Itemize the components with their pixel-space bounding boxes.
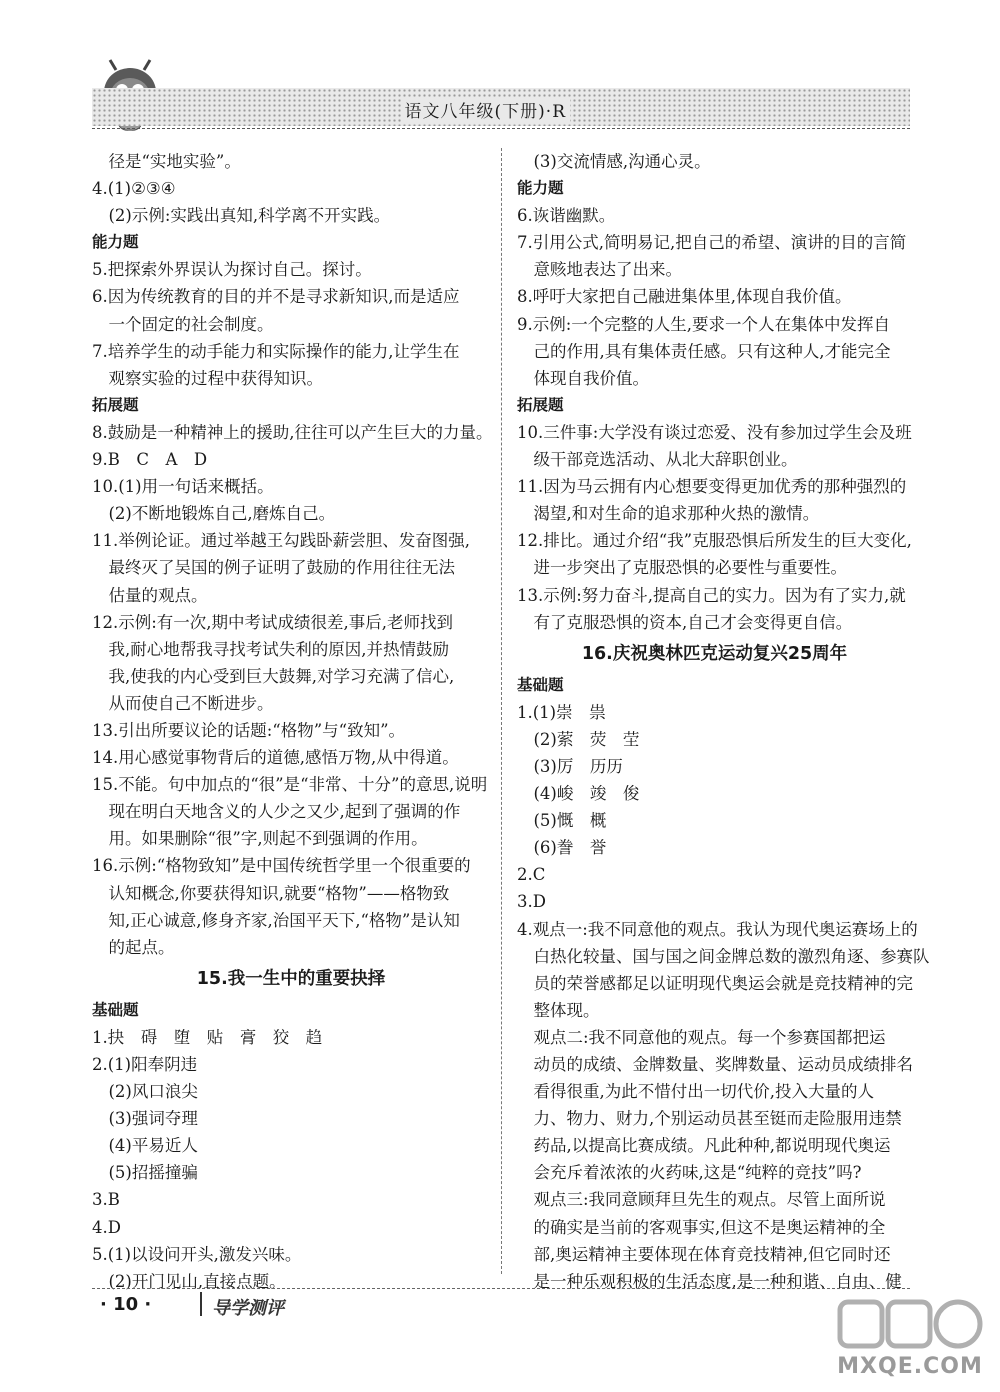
answer-line: 意赅地表达了出来。	[517, 260, 682, 280]
answer-line: 从而使自己不断进步。	[92, 693, 274, 713]
answer-line: 的起点。	[92, 937, 175, 957]
answer-line: 进一步突出了克服恐惧的必要性与重要性。	[517, 558, 847, 578]
footer-brand: 导学测评	[212, 1298, 284, 1319]
answer-line: 整体现。	[517, 1000, 600, 1020]
answer-line: (3)强词夺理	[92, 1109, 198, 1129]
answer-line: 8.呼吁大家把自己融进集体里,体现自我价值。	[517, 287, 852, 307]
answer-line: (3)交流情感,沟通心灵。	[517, 152, 711, 171]
answer-line: 看得很重,为此不惜付出一切代价,投入大量的人	[517, 1082, 874, 1102]
answer-line: (4)峻 竣 俊	[517, 784, 640, 804]
answer-line: (3)厉 历历	[517, 756, 623, 776]
page-header	[92, 88, 910, 130]
page-number: · 10 ·	[100, 1294, 152, 1315]
answer-line: (6)誊 誉	[517, 838, 607, 858]
answer-line: 10.三件事:大学没有谈过恋爱、没有参加过学生会及班	[517, 422, 912, 442]
answer-line: 我,使我的内心受到巨大鼓舞,对学习充满了信心,	[92, 666, 455, 686]
answer-line: 12.排比。通过介绍“我”克服恐惧后所发生的巨大变化,	[517, 531, 912, 551]
footer-separator	[200, 1292, 202, 1316]
header-divider	[92, 128, 910, 129]
answer-line: 5.(1)以设问开头,激发兴味。	[92, 1244, 302, 1264]
answer-line: (2)开门见山,直接点题。	[92, 1271, 286, 1291]
footer-divider	[92, 1288, 910, 1289]
answer-line: 白热化较量、国与国之间金牌总数的激烈角逐、参赛队	[517, 946, 930, 966]
answer-line: (2)不断地锻炼自己,磨炼自己。	[92, 504, 336, 524]
answer-line: 15.不能。句中加点的“很”是“非常、十分”的意思,说明	[92, 775, 488, 795]
section-heading: 拓展题	[517, 395, 564, 414]
answer-line: 观察实验的过程中获得知识。	[92, 368, 323, 388]
answer-line: 2.C	[517, 865, 546, 885]
answer-line: 观点三:我同意顾拜旦先生的观点。尽管上面所说	[517, 1190, 886, 1210]
answer-line: 现在明白天地含义的人少之又少,起到了强调的作	[92, 802, 461, 822]
answer-line: 药品,以提高比赛成绩。凡此种种,都说明现代奥运	[517, 1136, 891, 1156]
left-column	[92, 148, 493, 1295]
answer-line: 7.引用公式,简明易记,把自己的希望、演讲的目的言简	[517, 233, 907, 253]
answer-line: 1.(1)崇 祟	[517, 702, 606, 722]
answer-line: 有了克服恐惧的资本,自己才会变得更自信。	[517, 612, 853, 632]
answer-line: 11.因为马云拥有内心想要变得更加优秀的那种强烈的	[517, 477, 907, 497]
answer-line: 估量的观点。	[92, 585, 208, 605]
answer-line: 13.示例:努力奋斗,提高自己的实力。因为有了实力,就	[517, 585, 906, 605]
answer-line: 是一种乐观积极的生活态度,是一种和谐、自由、健	[517, 1271, 902, 1291]
answer-line: 己的作用,具有集体责任感。只有这种人,才能完全	[517, 341, 891, 361]
watermark	[830, 1296, 990, 1384]
answer-line: 3.D	[517, 892, 546, 912]
answer-line: 9.示例:一个完整的人生,要求一个人在集体中发挥自	[517, 314, 891, 334]
answer-line: 会充斥着浓浓的火药味,这是“纯粹的竞技”吗?	[517, 1163, 862, 1183]
answer-line: (2)萦 荧 茔	[517, 729, 640, 749]
answer-line: 体现自我价值。	[517, 368, 649, 388]
answer-line: 的确实是当前的客观事实,但这不是奥运精神的全	[517, 1217, 886, 1237]
answer-line: (4)平易近人	[92, 1136, 198, 1156]
section-heading: 能力题	[92, 233, 139, 252]
right-column	[517, 148, 930, 1295]
page-footer	[92, 1288, 910, 1318]
column-divider	[501, 148, 502, 1274]
answer-line: 12.示例:有一次,期中考试成绩很差,事后,老师找到	[92, 612, 454, 632]
answer-line: 最终灭了吴国的例子证明了鼓励的作用往往无法	[92, 558, 455, 578]
answer-line: 观点二:我不同意他的观点。每一个参赛国都把运	[517, 1027, 886, 1047]
answer-line: 11.举例论证。通过举越王勾践卧薪尝胆、发奋图强,	[92, 531, 470, 551]
section-heading: 基础题	[517, 675, 564, 694]
answer-line: 6.因为传统教育的目的并不是寻求新知识,而是适应	[92, 287, 460, 307]
watermark-logo	[830, 1296, 990, 1356]
answer-line: 用。如果删除“很”字,则起不到强调的作用。	[92, 829, 428, 849]
answer-line: 我,耐心地帮我寻找考试失利的原因,并热情鼓励	[92, 639, 449, 659]
answer-line: 员的荣誉感都足以证明现代奥运会就是竞技精神的完	[517, 973, 913, 993]
section-heading: 拓展题	[92, 395, 139, 414]
lesson-title: 16.庆祝奥林匹克运动复兴25周年	[581, 643, 848, 664]
answer-line: 级干部竞选活动、从北大辞职创业。	[517, 450, 798, 470]
answer-line: (5)慨 概	[517, 811, 607, 831]
answer-line: 1.抉 碍 堕 贴 膏 狡 趋	[92, 1027, 323, 1047]
answer-line: 4.观点一:我不同意他的观点。我认为现代奥运赛场上的	[517, 919, 918, 939]
answer-line: 力、物力、财力,个别运动员甚至铤而走险服用违禁	[517, 1109, 902, 1129]
answer-line: 认知概念,你要获得知识,就要“格物”——格物致	[92, 883, 450, 903]
answer-line: 3.B	[92, 1190, 120, 1210]
answer-line: 9.B C A D	[92, 450, 208, 470]
answer-line: 4.D	[92, 1217, 121, 1237]
answer-line: 14.用心感觉事物背后的道德,感悟万物,从中得道。	[92, 748, 459, 768]
answer-line: 知,正心诚意,修身齐家,治国平天下,“格物”是认知	[92, 910, 460, 930]
answer-line: 动员的成绩、金牌数量、奖牌数量、运动员成绩排名	[517, 1055, 913, 1074]
answer-line: (2)风口浪尖	[92, 1082, 198, 1102]
answer-line: 一个固定的社会制度。	[92, 314, 274, 334]
section-heading: 能力题	[517, 179, 564, 198]
answer-line: 13.引出所要议论的话题:“格物”与“致知”。	[92, 720, 406, 740]
answer-line: 16.示例:“格物致知”是中国传统哲学里一个很重要的	[92, 856, 471, 876]
answer-line: 4.(1)②③④	[92, 179, 176, 199]
answer-line: 渴望,和对生命的追求那种火热的激情。	[517, 504, 820, 524]
answer-line: 径是“实地实验”。	[92, 152, 241, 171]
answer-line: 7.培养学生的动手能力和实际操作的能力,让学生在	[92, 341, 460, 361]
answer-line: (2)示例:实践出真知,科学离不开实践。	[92, 206, 391, 226]
answer-line: (5)招摇撞骗	[92, 1163, 198, 1183]
answer-line: 部,奥运精神主要体现在体育竞技精神,但它同时还	[517, 1244, 891, 1264]
section-heading: 基础题	[92, 1000, 139, 1019]
lesson-title: 15.我一生中的重要抉择	[196, 968, 386, 989]
answer-line: 5.把探索外界误认为探讨自己。探讨。	[92, 260, 372, 280]
answer-line: 6.诙谐幽默。	[517, 206, 616, 226]
watermark-url: MXQE.COM	[837, 1354, 983, 1379]
answer-line: 10.(1)用一句话来概括。	[92, 477, 274, 497]
answer-line: 8.鼓励是一种精神上的援助,往往可以产生巨大的力量。	[92, 422, 493, 442]
answer-line: 2.(1)阳奉阴违	[92, 1055, 198, 1074]
header-title: 语文八年级(下册)·R	[401, 97, 570, 122]
